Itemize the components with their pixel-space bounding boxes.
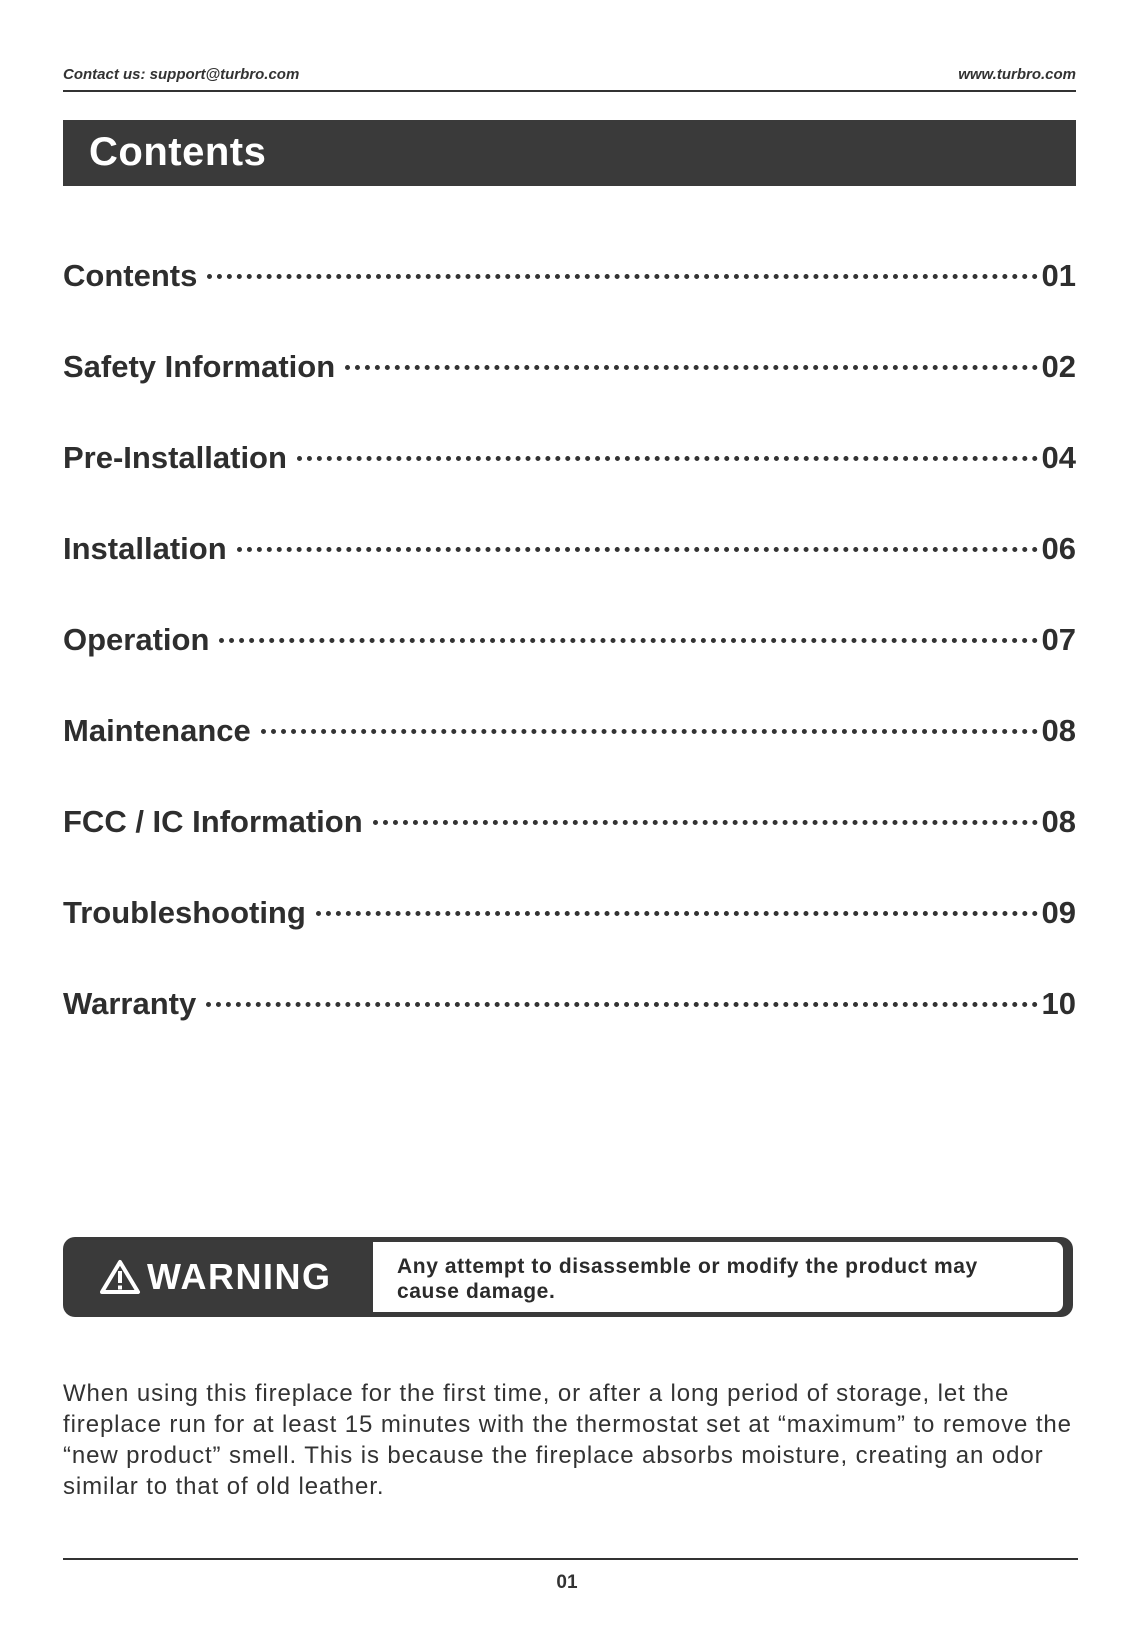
page-title: Contents [89,130,267,174]
toc-item-label: Warranty [63,986,197,1021]
table-of-contents [63,258,1076,1077]
warning-text: WARNING [147,1256,332,1297]
toc-item-label: Maintenance [63,713,251,748]
toc-item-page: 06 [1041,531,1076,566]
toc-dot-leader [297,456,1038,461]
toc-item-label: Pre-Installation [63,440,287,475]
toc-item-installation[interactable] [63,531,1076,622]
toc-item-fcc-ic-information[interactable] [63,804,1076,895]
page-number: 01 [556,1572,578,1593]
toc-item-label: Troubleshooting [63,895,306,930]
warning-message-line: Any attempt to disassemble or modify the product may [397,1255,978,1278]
toc-item-label: Operation [63,622,210,657]
toc-item-safety-information[interactable] [63,349,1076,440]
toc-item-page: 01 [1041,258,1076,293]
toc-item-page: 07 [1041,622,1076,657]
toc-item-warranty[interactable] [63,986,1076,1077]
toc-item-operation[interactable] [63,622,1076,713]
toc-dot-leader [261,729,1038,734]
toc-item-pre-installation[interactable] [63,440,1076,531]
toc-item-label: Contents [63,258,198,293]
toc-item-page: 08 [1041,713,1076,748]
toc-item-label: FCC / IC Information [63,804,363,839]
toc-item-troubleshooting[interactable] [63,895,1076,986]
toc-item-page: 02 [1041,349,1076,384]
toc-dot-leader [237,547,1038,552]
toc-dot-leader [219,638,1037,643]
contact-email: Contact us: support@turbro.com [63,66,300,83]
warning-message-line: cause damage. [397,1280,556,1303]
toc-dot-leader [373,820,1038,825]
toc-item-page: 09 [1041,895,1076,930]
warning-label [99,1257,332,1297]
toc-item-page: 10 [1041,986,1076,1021]
toc-dot-leader [345,365,1037,370]
warning-triangle-icon [99,1259,141,1295]
toc-dot-leader [316,911,1038,916]
toc-item-contents[interactable] [63,258,1076,349]
toc-item-label: Safety Information [63,349,336,384]
intro-paragraph: When using this fireplace for the first time, or after a long period of storage, let the fireplace run for at least 15 minutes with the thermostat set at “maximum” to remove the “new product” smell. This is because the fireplace absorbs moisture, creating an odor similar to that of old leather. [63,1380,1072,1500]
footer-divider [63,1558,1078,1560]
title-bar [63,120,1076,186]
page-header [63,64,1076,92]
toc-dot-leader [207,274,1037,279]
toc-item-maintenance[interactable] [63,713,1076,804]
toc-dot-leader [206,1002,1037,1007]
toc-item-label: Installation [63,531,227,566]
toc-item-page: 08 [1041,804,1076,839]
toc-item-page: 04 [1041,440,1076,475]
warning-message [373,1242,1063,1312]
warning-box [63,1237,1073,1317]
website-url: www.turbro.com [958,66,1076,83]
